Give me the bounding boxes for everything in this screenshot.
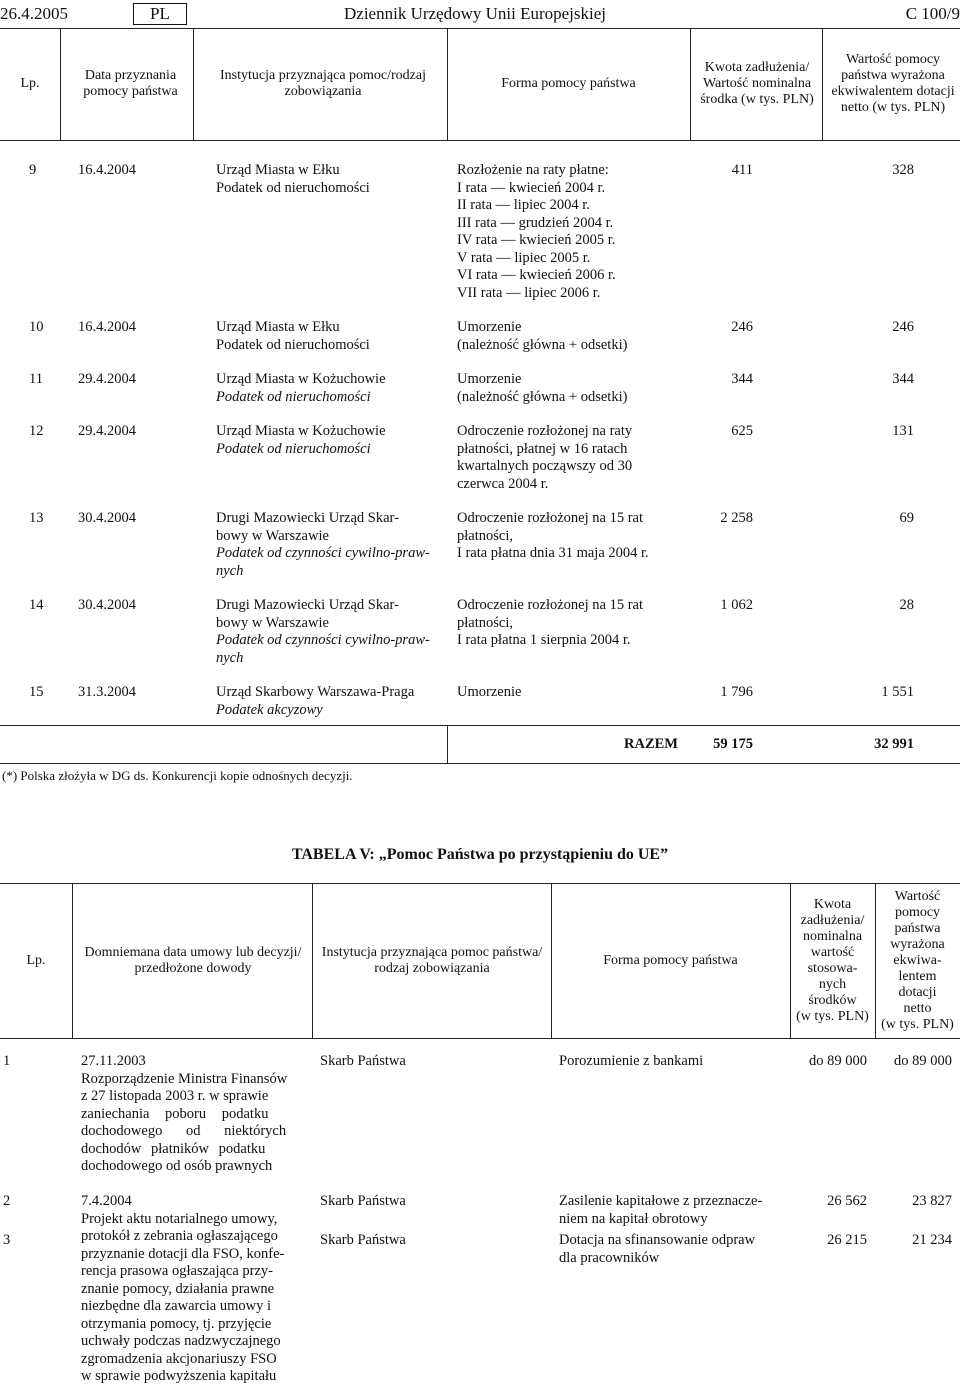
row-form: Odroczenie rozłożonej na raty płatności, płatnej w 16 ratach kwartalnych począwszy od 30 czerwca 2004 r.	[457, 423, 633, 492]
row-institution: Drugi Mazowiecki Urząd Skar- bowy w Warszawie Podatek od czynności cywilno-praw- nych	[216, 597, 430, 666]
total-value: 32 991	[874, 736, 914, 752]
row-institution: Skarb Państwa	[320, 1232, 406, 1248]
col-header-institution: Instytucja przyznająca pomoc/rodzaj zobowiązania	[219, 68, 426, 99]
row-amount: 1 062	[720, 597, 753, 613]
row-institution: Urząd Miasta w Ełku Podatek od nieruchomości	[216, 162, 370, 196]
row-date: 16.4.2004	[78, 162, 136, 178]
row-date: 16.4.2004	[78, 319, 136, 335]
row-lp: 1	[3, 1053, 11, 1069]
col-header-form: Forma pomocy państwa	[501, 76, 636, 91]
row-value: 328	[892, 162, 914, 178]
row-institution: Urząd Skarbowy Warszawa-Praga Podatek akcyzowy	[216, 684, 415, 718]
row-amount: 246	[731, 319, 753, 335]
col-header-lp: Lp.	[20, 76, 40, 91]
row-value: 131	[892, 423, 914, 439]
row-value: 69	[899, 510, 914, 526]
publication-date: 26.4.2005	[0, 4, 68, 23]
row-amount: 26 562	[827, 1193, 867, 1209]
row-value: 21 234	[912, 1232, 952, 1248]
col-header-form: Forma pomocy państwa	[603, 952, 738, 968]
footnote: (*) Polska złożyła w DG ds. Konkurencji kopie odnośnych decyzji.	[2, 768, 353, 783]
total-label: RAZEM	[624, 736, 678, 752]
row-form: Porozumienie z bankami	[559, 1053, 704, 1069]
row-lp: 15	[29, 684, 44, 700]
col-header-amount: Kwota zadłużenia/ Wartość nominalna środka (w tys. PLN)	[700, 60, 814, 107]
row-date: 30.4.2004	[78, 510, 136, 526]
row-date: 31.3.2004	[78, 684, 136, 700]
row-amount: 2 258	[720, 510, 753, 526]
row-value: do 89 000	[894, 1053, 952, 1069]
journal-name: Dziennik Urzędowy Unii Europejskiej	[344, 4, 607, 23]
row-institution: Skarb Państwa	[320, 1193, 406, 1209]
col-header-institution: Instytucja przyznająca pomoc państwa/ rodzaj zobowiązania	[321, 944, 543, 976]
row-amount: 625	[731, 423, 753, 439]
row-lp: 3	[3, 1232, 11, 1248]
col-header-value: Wartość pomocy państwa wyrażona ekwiwalentem dotacji netto (w tys. PLN)	[831, 52, 955, 115]
row-value: 23 827	[912, 1193, 952, 1209]
row-date: 27.11.2003 Rozporządzenie Ministra Finansów z 27 listopada 2003 r. w sprawie zaniechania poboru podatku dochodowego od niektórych dochodów płatników podatku dochodowego od osób prawnych	[81, 1053, 288, 1174]
row-form: Odroczenie rozłożonej na 15 rat płatności, I rata płatna dnia 31 maja 2004 r.	[457, 510, 649, 561]
row-amount: 411	[731, 162, 753, 178]
row-value: 246	[892, 319, 914, 335]
language-code: PL	[133, 3, 187, 25]
row-form: Umorzenie (należność główna + odsetki)	[457, 319, 628, 353]
row-lp: 12	[29, 423, 44, 439]
col-header-amount: Kwota zadłużenia/ nominalna wartość stosowa- nych środków (w tys. PLN)	[796, 896, 869, 1024]
row-lp: 2	[3, 1193, 11, 1209]
row-form: Umorzenie (należność główna + odsetki)	[457, 371, 628, 405]
row-amount: 1 796	[720, 684, 753, 700]
row-institution: Drugi Mazowiecki Urząd Skar- bowy w Warszawie Podatek od czynności cywilno-praw- nych	[216, 510, 430, 579]
row-form: Umorzenie	[457, 684, 522, 700]
total-amount: 59 175	[713, 736, 753, 752]
row-institution: Urząd Miasta w Ełku Podatek od nieruchomości	[216, 319, 370, 353]
col-header-date: Data przyznania pomocy państwa	[83, 68, 178, 99]
col-header-date: Domniemana data umowy lub decyzji/ przedłożone dowody	[84, 944, 302, 976]
table-title: TABELA V: „Pomoc Państwa po przystąpieniu do UE”	[291, 846, 669, 863]
row-lp: 14	[29, 597, 44, 613]
row-lp: 9	[29, 162, 37, 178]
row-value: 1 551	[881, 684, 914, 700]
row-institution: Skarb Państwa	[320, 1053, 406, 1069]
row-institution: Urząd Miasta w Kożuchowie Podatek od nieruchomości	[216, 423, 386, 457]
row-form: Dotacja na sfinansowanie odpraw dla pracowników	[559, 1232, 756, 1266]
row-amount: 344	[731, 371, 753, 387]
row-date: 29.4.2004	[78, 371, 136, 387]
row-date: 29.4.2004	[78, 423, 136, 439]
row-lp: 11	[29, 371, 43, 387]
col-header-lp: Lp.	[26, 952, 46, 968]
row-form: Zasilenie kapitałowe z przeznacze- niem na kapitał obrotowy	[559, 1193, 763, 1227]
row-date: 30.4.2004	[78, 597, 136, 613]
row-lp: 10	[29, 319, 44, 335]
row-form: Odroczenie rozłożonej na 15 rat płatności, I rata płatna 1 sierpnia 2004 r.	[457, 597, 643, 648]
row-lp: 13	[29, 510, 44, 526]
col-header-value: Wartość pomocy państwa wyrażona ekwiwa- lentem dotacji netto (w tys. PLN)	[881, 888, 954, 1032]
row-amount: 26 215	[827, 1232, 867, 1248]
issue-number: C 100/9	[905, 4, 960, 23]
row-value: 344	[892, 371, 914, 387]
row-date: 7.4.2004 Projekt aktu notarialnego umowy, protokół z zebrania ogłaszającego przyznanie dotacji dla FSO, konfe- rencja prasowa ogłaszająca przy- znanie pomocy, działania prawne niezbędne dla zawarcia umowy i otrzymania pomocy, tj. przyjęcie uchwały podczas nadzwyczajnego zgromadzenia akcjonariuszy FSO w sprawie podwyższenia kapitału	[81, 1193, 285, 1384]
row-institution: Urząd Miasta w Kożuchowie Podatek od nieruchomości	[216, 371, 386, 405]
row-form: Rozłożenie na raty płatne: I rata — kwiecień 2004 r. II rata — lipiec 2004 r. III rata — grudzień 2004 r. IV rata — kwiecień 2005 r. V rata — lipiec 2005 r. VI rata — kwiecień 2006 r. VII rata — lipiec 2006 r.	[457, 162, 616, 301]
row-amount: do 89 000	[809, 1053, 867, 1069]
row-value: 28	[899, 597, 914, 613]
